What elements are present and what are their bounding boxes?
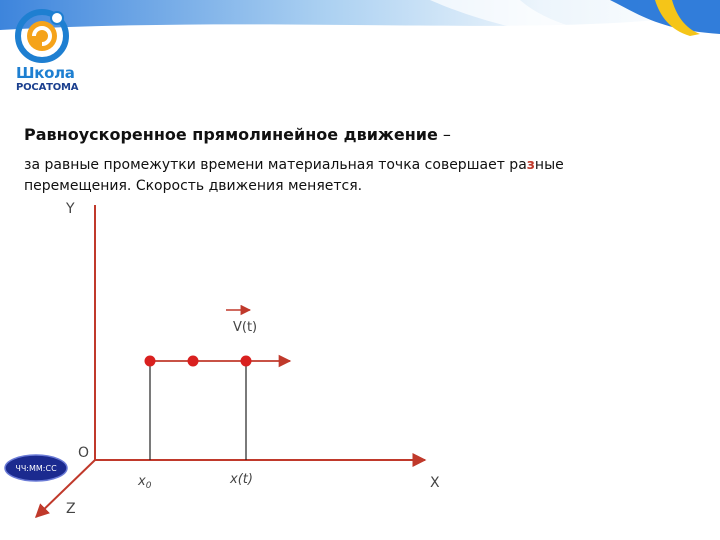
x0-label (137, 474, 152, 491)
timer-text: ЧЧ:ММ:СС (15, 464, 57, 473)
logo-text-school: Школа (16, 64, 75, 82)
y-axis-label: Y (66, 201, 75, 217)
page-title (24, 125, 704, 144)
definition-highlight-letter: з (526, 157, 535, 173)
definition-line-1-start: за равные промежутки времени материальная точка совершает ра (24, 157, 527, 173)
logo-emblem-icon (10, 6, 92, 66)
definition-line-1-end: ные (534, 157, 564, 173)
logo-text-rosatom: РОСАТОМА (16, 82, 79, 93)
definition-line-1 (24, 155, 714, 176)
x-axis-label: X (430, 475, 440, 491)
x0-letter: x (138, 474, 146, 489)
title-bold: Равноускоренное прямолинейное движение (24, 125, 438, 144)
header-band (0, 0, 720, 110)
velocity-label: V(t) (233, 320, 258, 335)
title-dash: – (437, 125, 451, 144)
x0-subscript: 0 (145, 481, 152, 491)
point-xt (241, 356, 252, 367)
definition-text (24, 155, 714, 197)
z-axis-label: Z (66, 501, 76, 517)
origin-label: O (78, 445, 90, 461)
point-x0 (145, 356, 156, 367)
motion-diagram (0, 195, 720, 540)
definition-line-2: перемещения. Скорость движения меняется. (24, 178, 363, 194)
xt-label: x(t) (230, 472, 253, 487)
point-middle (188, 356, 199, 367)
header-swoosh-blue (0, 0, 720, 30)
